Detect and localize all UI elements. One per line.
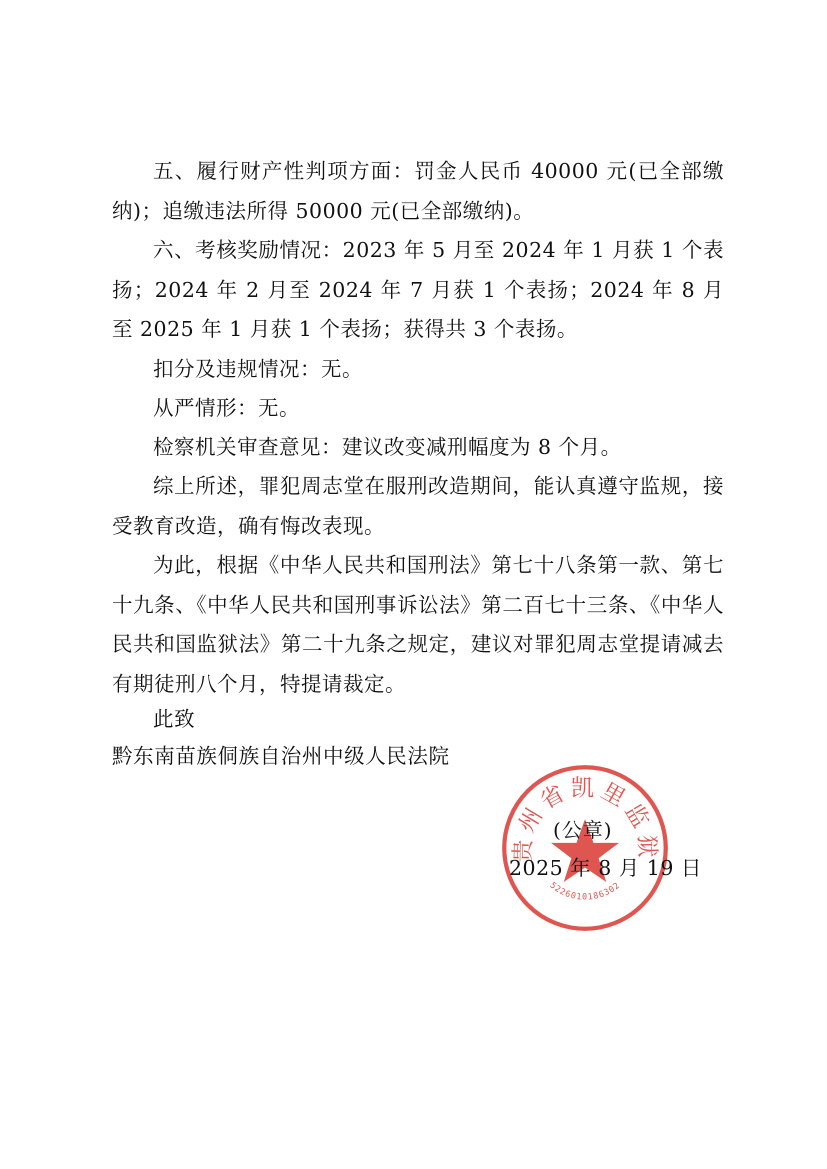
- paragraph-summary: 综上所述，罪犯周志堂在服刑改造期间，能认真遵守监规，接受教育改造，确有悔改表现。: [112, 474, 724, 538]
- paragraph-strict-circumstances: 从严情形：无。: [153, 396, 300, 420]
- paragraph-deductions: 扣分及违规情况：无。: [153, 357, 363, 381]
- paragraph-procuratorate-opinion: 检察机关审查意见：建议改变减刑幅度为 8 个月。: [153, 435, 622, 459]
- paragraph-rewards: 六、考核奖励情况：2023 年 5 月至 2024 年 1 月获 1 个表扬；2024 年 2 月至 2024 年 7 月获 1 个表扬；2024 年 8 月至 2025 年 1 月获 1 个表扬；获得共 3 个表扬。: [112, 238, 724, 341]
- seal-ring-text: 贵州省凯里监狱: [510, 775, 660, 863]
- official-seal: [500, 763, 670, 933]
- seal-caption: (公章): [553, 818, 613, 842]
- paragraph-property-judgment: 五、履行财产性判项方面：罚金人民币 40000 元(已全部缴纳)；追缴违法所得 50000 元(已全部缴纳)。: [112, 159, 724, 223]
- document-date: 2025 年 8 月 19 日: [509, 856, 702, 880]
- paragraph-legal-basis: 为此，根据《中华人民共和国刑法》第七十八条第一款、第七十九条、《中华人民共和国刑事诉讼法》第二百七十三条、《中华人民共和国监狱法》第二十九条之规定，建议对罪犯周志堂提请减去有期徒刑八个月，特提请裁定。: [112, 553, 724, 696]
- recipient-court: 黔东南苗族侗族自治州中级人民法院: [112, 744, 450, 768]
- seal-serial-number: 5226010186302: [547, 880, 623, 903]
- salutation: 此致: [153, 707, 196, 731]
